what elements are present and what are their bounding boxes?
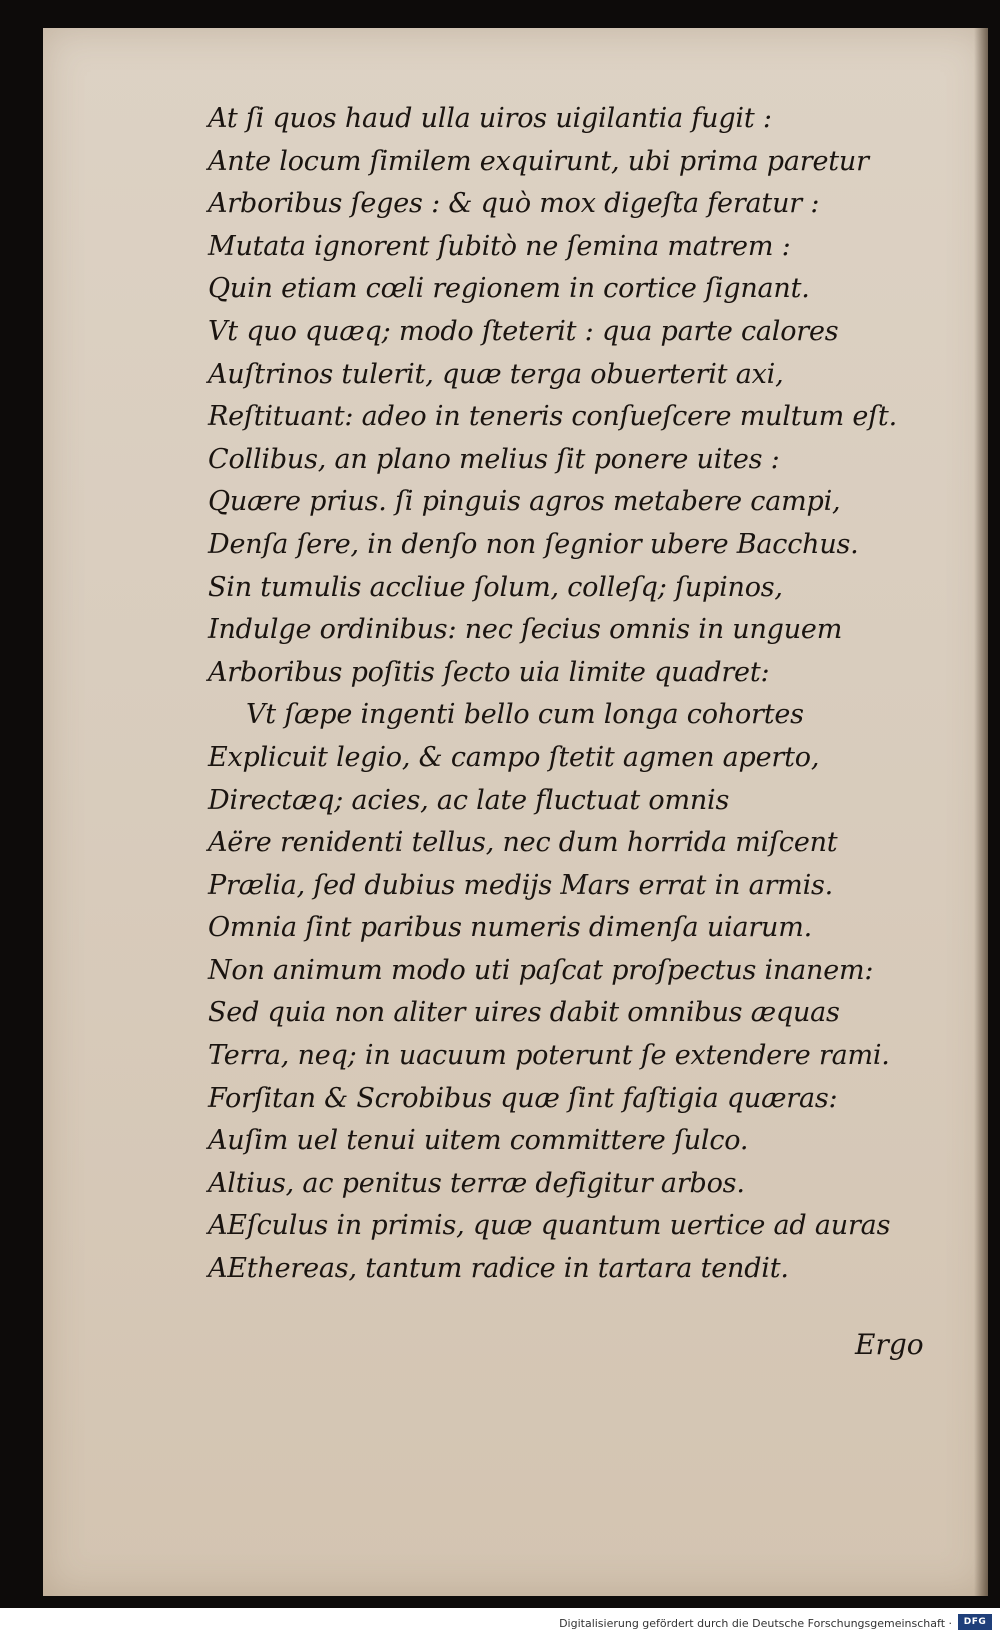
verse-line: Auſtrinos tulerit, quæ terga obuerterit axi,: [208, 358, 784, 390]
verse-line: Arboribus ſeges : & quò mox digeſta feratur :: [208, 188, 820, 220]
verse-line: Altius, ac penitus terræ defigitur arbos.: [208, 1167, 745, 1199]
verse-line: At ſi quos haud ulla uiros uigilantia fugit :: [208, 103, 772, 134]
verse-line: Ante locum ſimilem exquirunt, ubi prima paretur: [208, 145, 869, 177]
verse-line: Explicuit legio, & campo ſtetit agmen aperto,: [208, 741, 820, 773]
verse-line: Quin etiam cœli regionem in cortice ſignant.: [208, 273, 810, 305]
verse-line: Mutata ignorent ſubitò ne ſemina matrem :: [208, 230, 791, 262]
verse-line: Collibus, an plano melius ſit ponere uites :: [208, 443, 780, 475]
verse-line: Forſitan & Scrobibus quæ ſint faſtigia quæras:: [208, 1082, 838, 1114]
verse-line: Sin tumulis accliue ſolum, colleſq; ſupinos,: [208, 571, 783, 603]
verse-line: Reſtituant: adeo in teneris conſueſcere multum eſt.: [208, 401, 897, 433]
verse-line: Indulge ordinibus: nec ſecius omnis in unguem: [208, 614, 843, 646]
catchword: Ergo: [855, 1328, 924, 1361]
verse-line: Directæq; acies, ac late fluctuat omnis: [208, 784, 730, 816]
verse-line: Sed quia non aliter uires dabit omnibus æquas: [208, 997, 840, 1029]
book-page: [43, 28, 988, 1596]
verse-line-indented: Vt ſæpe ingenti bello cum longa cohortes: [246, 699, 804, 731]
page-edge-shadow: [974, 28, 988, 1596]
verse-block: [208, 98, 968, 1291]
verse-line: AEthereas, tantum radice in tartara tendit.: [208, 1253, 789, 1285]
verse-line: Quære prius. ſi pinguis agros metabere campi,: [208, 486, 841, 518]
verse-line: Prælia, ſed dubius medijs Mars errat in armis.: [208, 869, 834, 901]
verse-line: Vt quo quæq; modo ſteterit : qua parte calores: [208, 315, 839, 347]
verse-line: AEſculus in primis, quæ quantum uertice ad auras: [208, 1210, 891, 1242]
verse-line: Denſa ſere, in denſo non ſegnior ubere Bacchus.: [208, 528, 859, 560]
verse-line: Aëre renidenti tellus, nec dum horrida miſcent: [208, 827, 838, 859]
verse-line: Auſim uel tenui uitem committere ſulco.: [208, 1125, 749, 1157]
verse-line: Non animum modo uti paſcat proſpectus inanem:: [208, 954, 874, 986]
digitization-credit: Digitalisierung gefördert durch die Deutsche Forschungsgemeinschaft ·: [559, 1617, 952, 1630]
verse-line: Terra, neq; in uacuum poterunt ſe extendere rami.: [208, 1040, 890, 1072]
dfg-logo: DFG: [958, 1614, 992, 1630]
verse-line: Arboribus poſitis ſecto uia limite quadret:: [208, 656, 770, 688]
verse-line: Omnia ſint paribus numeris dimenſa uiarum.: [208, 912, 813, 944]
